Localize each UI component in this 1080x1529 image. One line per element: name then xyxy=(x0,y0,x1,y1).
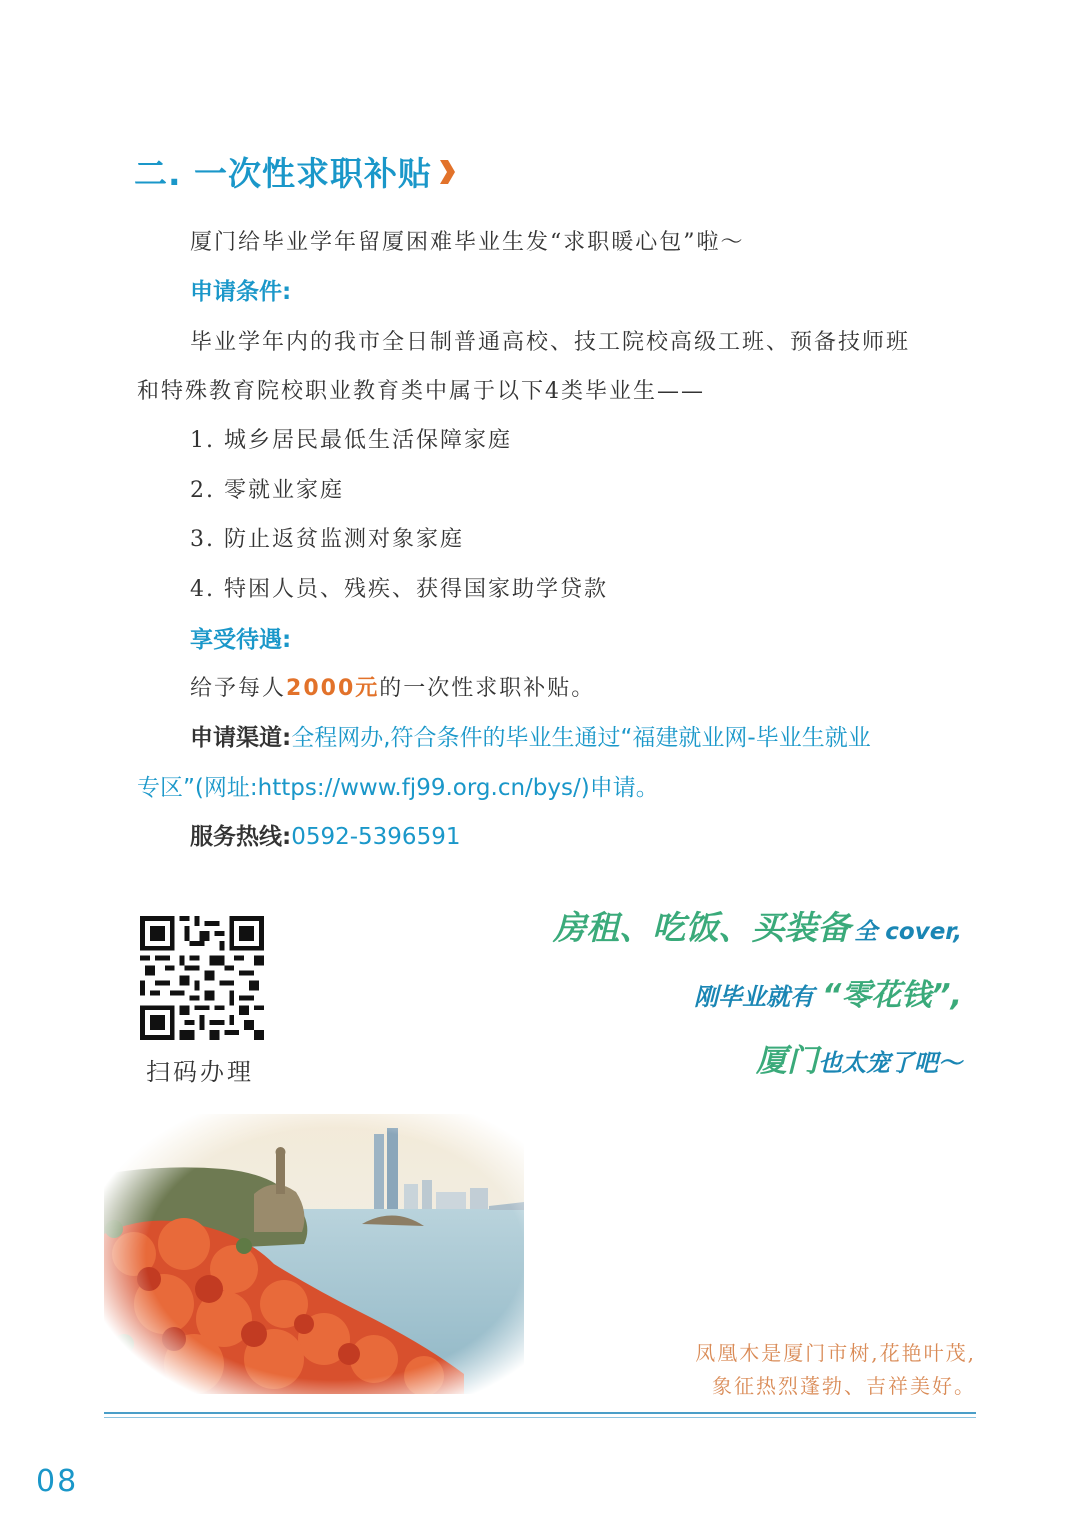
benefits-suffix: 的一次性求职补贴。 xyxy=(379,676,596,701)
condition-item-4: 4. 特困人员、残疾、获得国家助学贷款 xyxy=(190,577,608,602)
slogan-line-3-tail: 也太宠了吧～ xyxy=(818,1049,962,1077)
slogan-line-1 xyxy=(553,902,962,949)
condition-item-3: 3. 防止返贫监测对象家庭 xyxy=(190,527,464,552)
painting-caption-line-1: 凤凰木是厦门市树,花艳叶茂, xyxy=(695,1341,976,1365)
channel-text-1: 全程网办,符合条件的毕业生通过“福建就业网-毕业生就业 xyxy=(291,725,871,751)
benefits-heading: 享受待遇: xyxy=(190,627,292,653)
conditions-line-2: 和特殊教育院校职业教育类中属于以下4类毕业生—— xyxy=(137,379,705,404)
channel-line-1 xyxy=(190,719,871,752)
channel-label: 申请渠道: xyxy=(190,725,292,751)
qr-caption: 扫码办理 xyxy=(146,1058,254,1086)
channel-text-2: 专区”(网址:https://www.fj99.org.cn/bys/)申请。 xyxy=(137,775,659,801)
slogan-line-2-lead: 刚毕业就有 xyxy=(693,983,814,1011)
slogan-line-3-main: 厦门 xyxy=(756,1043,818,1079)
slogan-line-2-main: “零花钱”, xyxy=(821,978,962,1013)
slogan-line-1-tail: 全 cover, xyxy=(854,919,962,945)
intro-text: 厦门给毕业学年留厦困难毕业生发“求职暖心包”啦～ xyxy=(190,230,745,255)
flame-tree-painting xyxy=(104,1114,524,1394)
benefits-amount: 2000元 xyxy=(286,676,380,701)
slogan-line-2 xyxy=(694,970,962,1014)
conditions-line-1: 毕业学年内的我市全日制普通高校、技工院校高级工班、预备技师班 xyxy=(190,330,911,355)
condition-item-1: 1. 城乡居民最低生活保障家庭 xyxy=(190,428,512,453)
page-number: 08 xyxy=(36,1464,79,1499)
benefits-prefix: 给予每人 xyxy=(190,676,287,701)
footer-rule xyxy=(104,1412,976,1414)
chevron-right-icon xyxy=(438,158,456,186)
benefits-text xyxy=(190,671,595,702)
slogan-line-1-main: 房租、吃饭、买装备 xyxy=(553,908,851,947)
hotline-number: 0592-5396591 xyxy=(291,824,461,850)
hotline-label: 服务热线: xyxy=(190,824,292,850)
footer-rule-thin xyxy=(104,1417,976,1418)
painting-caption-line-2: 象征热烈蓬勃、吉祥美好。 xyxy=(712,1374,976,1398)
conditions-heading: 申请条件: xyxy=(190,279,292,305)
section-title xyxy=(134,148,456,195)
section-title-text: 二. 一次性求职补贴 xyxy=(134,154,433,193)
qr-code[interactable] xyxy=(140,916,264,1040)
slogan-line-3 xyxy=(756,1035,962,1080)
condition-item-2: 2. 零就业家庭 xyxy=(190,478,344,503)
hotline-line xyxy=(190,818,460,851)
